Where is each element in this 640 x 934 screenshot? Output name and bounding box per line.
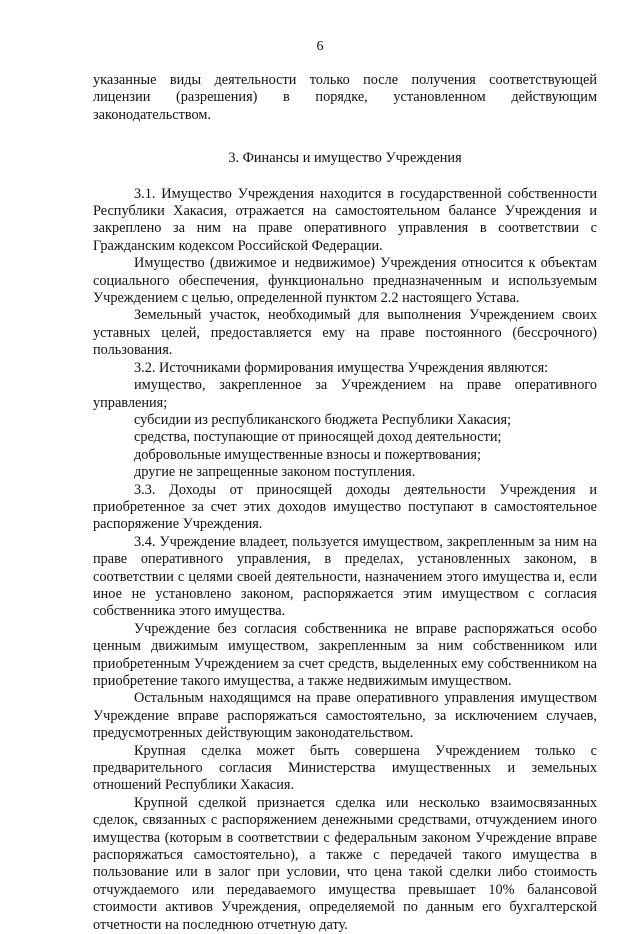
intro-paragraph: указанные виды деятельности только после получения соответствующей лицензии (разрешения) в порядке, установленном действующим законодательством. <box>93 72 597 123</box>
paragraph-major-deal: Крупная сделка может быть совершена Учреждением только с предварительного согласия Министерства имущественных и земельных отношений Республики Хакасия. <box>93 742 597 794</box>
page-number: 6 <box>316 39 324 54</box>
list-item: добровольные имущественные взносы и пожертвования; <box>134 446 481 463</box>
section-title: 3. Финансы и имущество Учреждения <box>228 150 462 167</box>
list-item: субсидии из республиканского бюджета Республики Хакасия; <box>134 411 512 428</box>
list-item: средства, поступающие от приносящей доход деятельности; <box>134 429 502 446</box>
document-body <box>93 72 597 934</box>
paragraph-major-deal-definition: Крупной сделкой признается сделка или несколько взаимосвязанных сделок, связанных с распоряжением денежными средствами, отчуждением иного имущества (которым в соответствии с федеральным законом Учреждение вправе распоряжаться самостоятельно), а также с передачей такого имущества в пользование или в залог при условии, что цена такой сделки либо стоимость отчуждаемого или передаваемого имущества превышает 10% балансовой стоимости активов Учреждения, определяемой по данным его бухгалтерской отчетности на последнюю отчетную дату. <box>93 794 597 933</box>
paragraph-3-1: 3.1. Имущество Учреждения находится в государственной собственности Республики Хакасия, отражается на самостоятельном балансе Учреждения и закреплено за ним на праве оперативного управления в соответствии с Гражданским кодексом Российской Федерации. <box>93 185 597 254</box>
paragraph-3-4: 3.4. Учреждение владеет, пользуется имуществом, закрепленным за ним на праве оперативного управления, в пределах, установленных законом, в соответствии с целями своей деятельности, назначением этого имущества и, если иное не установлено законом, распоряжается этим имуществом с согласия собственника этого имущества. <box>93 533 597 620</box>
paragraph-property-type: Имущество (движимое и недвижимое) Учреждения относится к объектам социального обеспечения, функционально предназначенным и используемым Учреждением с целью, определенной пунктом 2.2 настоящего Устава. <box>93 255 597 307</box>
paragraph-3-3: 3.3. Доходы от приносящей доходы деятельности Учреждения и приобретенное за счет этих доходов имущество поступают в самостоятельное распоряжение Учреждения. <box>93 481 597 533</box>
paragraph-land: Земельный участок, необходимый для выполнения Учреждением своих уставных целей, предоставляется ему на праве постоянного (бессрочного) пользования. <box>93 307 597 359</box>
paragraph-other-property: Остальным находящимся на праве оперативного управления имуществом Учреждение вправе распоряжаться самостоятельно, за исключением случаев, предусмотренных действующим законодательством. <box>93 690 597 742</box>
paragraph-3-2: 3.2. Источниками формирования имущества Учреждения являются: <box>134 359 549 376</box>
list-item: имущество, закрепленное за Учреждением на праве оперативного управления; <box>93 377 597 411</box>
list-item: другие не запрещенные законом поступления. <box>134 464 416 481</box>
paragraph-consent: Учреждение без согласия собственника не вправе распоряжаться особо ценным движимым имуществом, закрепленным за ним собственником или приобретенным Учреждением за счет средств, выделенных ему собственником на приобретение такого имущества, а также недвижимым имуществом. <box>93 620 597 689</box>
